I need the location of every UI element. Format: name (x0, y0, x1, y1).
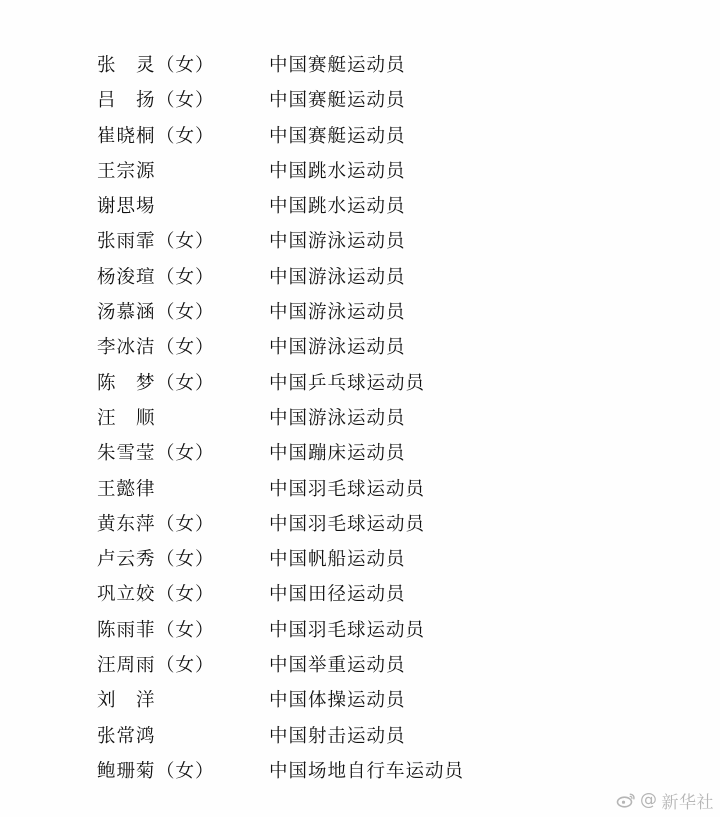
list-item (0, 295, 720, 330)
gender-note: （女） (156, 549, 215, 571)
athlete-name: 汤慕涵 (97, 302, 156, 324)
gender-note: （女） (156, 337, 215, 359)
gender-note: （女） (156, 231, 215, 253)
weibo-watermark (616, 789, 714, 811)
list-item (0, 754, 720, 789)
athlete-name: 谢思埸 (97, 196, 156, 218)
list-item (0, 154, 720, 189)
athlete-title: 中国羽毛球运动员 (269, 478, 426, 500)
athlete-list (0, 48, 720, 789)
list-item (0, 683, 720, 718)
list-item (0, 189, 720, 224)
list-item (0, 224, 720, 259)
list-item (0, 613, 720, 648)
athlete-title: 中国跳水运动员 (269, 196, 406, 218)
list-item (0, 260, 720, 295)
list-item (0, 436, 720, 471)
athlete-name: 张雨霏 (97, 231, 156, 253)
watermark-text: 新华社 (661, 792, 714, 813)
athlete-name: 王宗源 (97, 160, 156, 182)
gender-note: （女） (156, 90, 215, 112)
gender-note: （女） (156, 655, 215, 677)
list-item (0, 366, 720, 401)
list-item (0, 119, 720, 154)
athlete-title: 中国游泳运动员 (269, 266, 406, 288)
athlete-title: 中国帆船运动员 (269, 549, 406, 571)
list-item (0, 472, 720, 507)
list-item (0, 401, 720, 436)
gender-note: （女） (156, 443, 215, 465)
gender-note: （女） (156, 760, 215, 782)
athlete-name: 杨浚瑄 (97, 266, 156, 288)
gender-note: （女） (156, 513, 215, 535)
list-item (0, 719, 720, 754)
athlete-name: 鲍珊菊 (97, 760, 156, 782)
athlete-name: 汪 顺 (97, 407, 156, 429)
athlete-name: 张常鸿 (97, 725, 156, 747)
athlete-title: 中国乒乓球运动员 (269, 372, 426, 394)
athlete-title: 中国举重运动员 (269, 655, 406, 677)
athlete-name: 朱雪莹 (97, 443, 156, 465)
list-item (0, 507, 720, 542)
athlete-title: 中国游泳运动员 (269, 407, 406, 429)
athlete-title: 中国游泳运动员 (269, 302, 406, 324)
athlete-title: 中国田径运动员 (269, 584, 406, 606)
athlete-title: 中国赛艇运动员 (269, 90, 406, 112)
athlete-name: 巩立姣 (97, 584, 156, 606)
athlete-name: 吕 扬 (97, 90, 156, 112)
athlete-name: 黄东萍 (97, 513, 156, 535)
athlete-title: 中国羽毛球运动员 (269, 513, 426, 535)
weibo-icon (616, 792, 636, 808)
gender-note: （女） (156, 584, 215, 606)
athlete-name: 陈雨菲 (97, 619, 156, 641)
gender-note: （女） (156, 619, 215, 641)
list-item (0, 83, 720, 118)
watermark-at-symbol: @ (640, 790, 658, 810)
list-item (0, 542, 720, 577)
list-item (0, 48, 720, 83)
athlete-name: 崔晓桐 (97, 125, 156, 147)
athlete-title: 中国赛艇运动员 (269, 125, 406, 147)
gender-note: （女） (156, 55, 215, 76)
list-item (0, 330, 720, 365)
athlete-name: 汪周雨 (97, 655, 156, 677)
gender-note: （女） (156, 302, 215, 324)
gender-note: （女） (156, 125, 215, 147)
athlete-name: 刘 洋 (97, 690, 156, 712)
gender-note: （女） (156, 372, 215, 394)
athlete-name: 卢云秀 (97, 549, 156, 571)
list-item (0, 648, 720, 683)
athlete-name: 张 灵 (97, 55, 156, 76)
gender-note: （女） (156, 266, 215, 288)
athlete-title: 中国游泳运动员 (269, 231, 406, 253)
list-item (0, 577, 720, 612)
athlete-title: 中国游泳运动员 (269, 337, 406, 359)
athlete-title: 中国射击运动员 (269, 725, 406, 747)
athlete-title: 中国场地自行车运动员 (269, 760, 465, 782)
athlete-title: 中国羽毛球运动员 (269, 619, 426, 641)
athlete-title: 中国蹦床运动员 (269, 443, 406, 465)
athlete-name: 王懿律 (97, 478, 156, 500)
athlete-name: 陈 梦 (97, 372, 156, 394)
athlete-title: 中国跳水运动员 (269, 160, 406, 182)
athlete-name: 李冰洁 (97, 337, 156, 359)
athlete-title: 中国赛艇运动员 (269, 55, 406, 76)
athlete-title: 中国体操运动员 (269, 690, 406, 712)
